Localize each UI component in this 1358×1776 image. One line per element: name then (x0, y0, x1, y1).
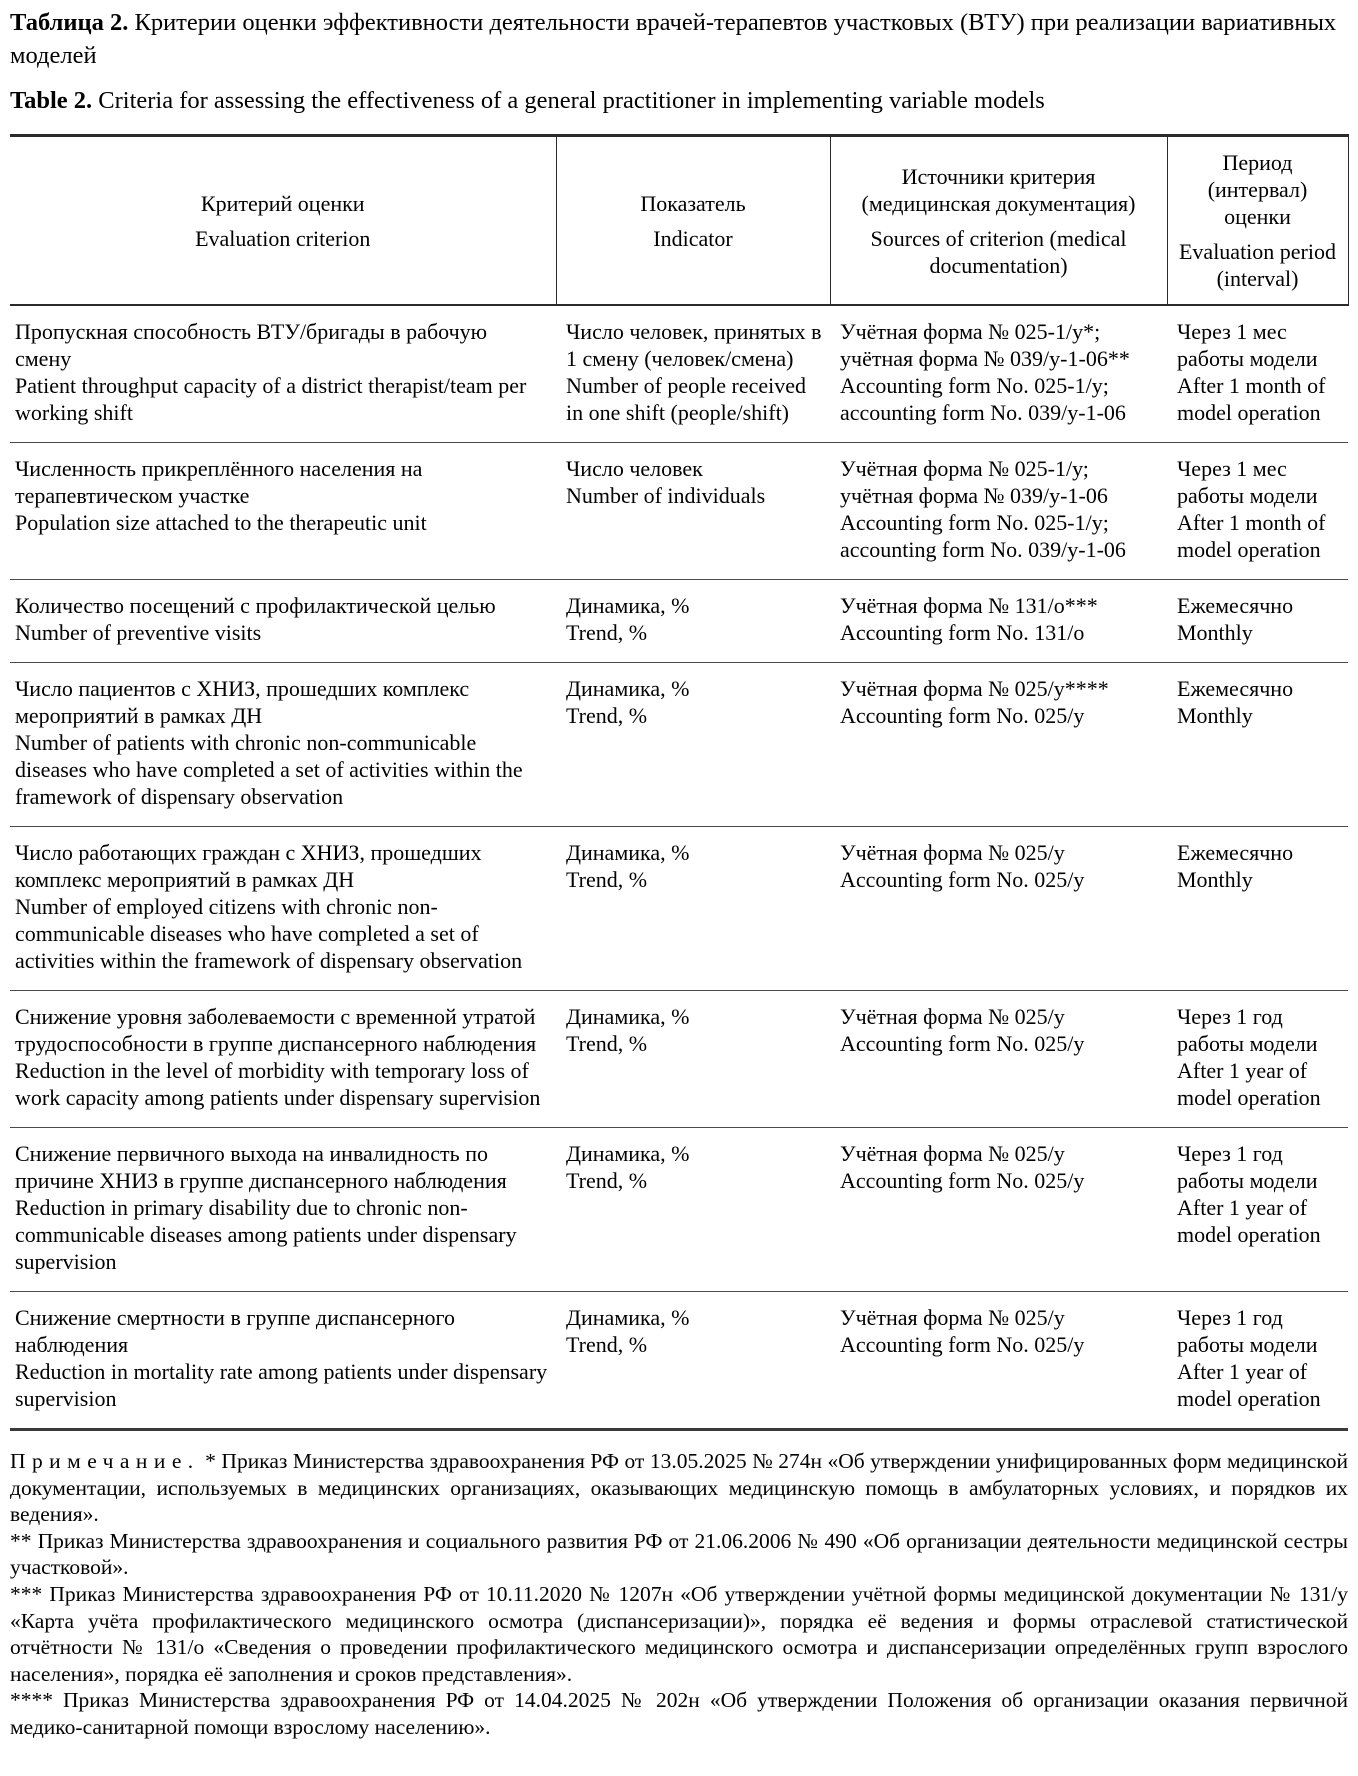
cell-source (830, 663, 1167, 827)
table-caption-ru-text: Критерии оценки эффективности деятельности врачей-терапевтов участковых (ВТУ) при реализации вариативных моделей (10, 9, 1337, 69)
source-ru: Учётная форма № 025/у**** (840, 676, 1109, 701)
indicator-en: Trend, % (566, 1031, 648, 1056)
cell-source (830, 991, 1167, 1128)
column-header-criterion-ru: Критерий оценки (200, 190, 365, 216)
indicator-en: Number of individuals (566, 483, 766, 508)
period-en: Monthly (1177, 620, 1253, 645)
footnote-3-text: Приказ Министерства здравоохранения РФ от 10.11.2020 № 1207н «Об утверждении учётной формы медицинской документации № 131/у «Карта учёта профилактического медицинского осмотра (диспансеризации)», порядка её ведения и формы отраслевой статистической отчётности № 131/о «Сведения о проведении профилактического медицинского осмотра и диспансеризации определённых групп взрослого населения», порядка её заполнения и сроков представления». (10, 1581, 1349, 1686)
table-row (10, 443, 1348, 580)
table-row (10, 305, 1348, 443)
source-ru: Учётная форма № 025/у (840, 1004, 1065, 1029)
column-header-indicator-en: Indicator (653, 225, 733, 251)
indicator-ru: Динамика, % (566, 1004, 690, 1029)
column-header-period-ru: Период (интервал) оценки (1207, 150, 1308, 229)
cell-criterion (10, 991, 556, 1128)
criterion-en: Number of preventive visits (15, 620, 262, 645)
criterion-ru: Снижение первичного выхода на инвалидность по причине ХНИЗ в группе диспансерного наблюдения (15, 1141, 507, 1193)
criterion-en: Number of employed citizens with chronic non-communicable diseases who have completed a set of activities within the framework of dispensary observation (15, 894, 523, 973)
cell-indicator (556, 827, 830, 991)
cell-criterion (10, 305, 556, 443)
criterion-en: Number of patients with chronic non-communicable diseases who have completed a set of activities within the framework of dispensary observation (15, 730, 523, 809)
column-header-indicator-ru: Показатель (640, 190, 746, 216)
criterion-ru: Количество посещений с профилактической целью (15, 593, 496, 618)
cell-period (1167, 827, 1348, 991)
source-ru: Учётная форма № 025/у (840, 840, 1065, 865)
period-en: After 1 year of model operation (1177, 1359, 1321, 1411)
indicator-en: Trend, % (566, 1168, 648, 1193)
cell-period (1167, 443, 1348, 580)
footnote-4-marker: **** (10, 1688, 53, 1713)
period-ru: Ежемесячно (1177, 593, 1294, 618)
cell-source (830, 443, 1167, 580)
period-ru: Через 1 год работы модели (1177, 1305, 1318, 1357)
indicator-en: Trend, % (566, 1332, 648, 1357)
footnote-1-text: Приказ Министерства здравоохранения РФ от 13.05.2025 № 274н «Об утверждении унифицированных форм медицинской документации, используемых в медицинских организациях, оказывающих медицинскую помощь в амбулаторных условиях, и порядков их ведения». (10, 1449, 1349, 1527)
criterion-en: Reduction in primary disability due to chronic non-communicable diseases among patients under dispensary supervision (15, 1195, 517, 1274)
cell-source (830, 1128, 1167, 1292)
source-ru: Учётная форма № 025-1/у; учётная форма № 039/у-1-06 (840, 456, 1108, 508)
column-header-sources-ru: Источники критерия (медицинская документация) (861, 163, 1136, 216)
source-en: Accounting form No. 025/y (840, 703, 1085, 728)
footnote-2 (10, 1528, 1348, 1581)
column-header-criterion (10, 136, 556, 306)
source-en: Accounting form No. 025/y (840, 1031, 1085, 1056)
cell-period (1167, 663, 1348, 827)
cell-indicator (556, 1292, 830, 1430)
cell-period (1167, 580, 1348, 663)
criteria-table (10, 134, 1349, 1431)
indicator-ru: Динамика, % (566, 1305, 690, 1330)
period-en: Monthly (1177, 703, 1253, 728)
table-caption-ru-label: Таблица 2. (10, 9, 129, 36)
column-header-period-en: Evaluation period (interval) (1178, 239, 1336, 291)
period-en: After 1 year of model operation (1177, 1058, 1321, 1110)
footnotes (10, 1448, 1348, 1741)
criterion-en: Population size attached to the therapeutic unit (15, 510, 427, 535)
column-header-period (1167, 136, 1348, 306)
column-header-sources-en: Sources of criterion (medical documentation) (870, 225, 1127, 278)
footnote-1-marker: * (205, 1449, 216, 1473)
cell-criterion (10, 827, 556, 991)
cell-period (1167, 1292, 1348, 1430)
period-en: After 1 month of model operation (1177, 510, 1326, 562)
period-ru: Через 1 мес работы модели (1177, 319, 1318, 371)
table-caption-en-text: Criteria for assessing the effectiveness of a general practitioner in implementing variable models (92, 87, 1045, 114)
footnote-4-text: Приказ Министерства здравоохранения РФ от 14.04.2025 № 202н «Об утверждении Положения об организации оказания первичной медико-санитарной помощи взрослому населению». (10, 1688, 1348, 1739)
source-ru: Учётная форма № 025/у (840, 1141, 1065, 1166)
indicator-en: Trend, % (566, 620, 648, 645)
criterion-ru: Число работающих граждан с ХНИЗ, прошедших комплекс мероприятий в рамках ДН (15, 840, 482, 892)
cell-criterion (10, 580, 556, 663)
indicator-ru: Динамика, % (566, 840, 690, 865)
cell-criterion (10, 443, 556, 580)
cell-period (1167, 1128, 1348, 1292)
footnote-3-marker: *** (10, 1581, 43, 1606)
cell-source (830, 305, 1167, 443)
indicator-ru: Число человек, принятых в 1 смену (человек/смена) (566, 319, 822, 371)
cell-indicator (556, 663, 830, 827)
footnote-3 (10, 1581, 1348, 1687)
footnote-2-marker: ** (10, 1528, 32, 1553)
table-row (10, 580, 1348, 663)
source-en: Accounting form No. 025/y (840, 1168, 1085, 1193)
column-header-indicator (556, 136, 830, 306)
source-en: Accounting form No. 025-1/y; accounting form No. 039/y-1-06 (840, 510, 1126, 562)
cell-source (830, 1292, 1167, 1430)
table-row (10, 827, 1348, 991)
footnote-2-text: Приказ Министерства здравоохранения и социального развития РФ от 21.06.2006 № 490 «Об организации деятельности медицинской сестры участковой». (10, 1528, 1349, 1580)
period-ru: Ежемесячно (1177, 840, 1294, 865)
criterion-en: Reduction in mortality rate among patients under dispensary supervision (15, 1359, 548, 1411)
indicator-ru: Динамика, % (566, 1141, 690, 1166)
criterion-en: Patient throughput capacity of a district therapist/team per working shift (15, 373, 527, 425)
cell-period (1167, 991, 1348, 1128)
criterion-ru: Пропускная способность ВТУ/бригады в рабочую смену (15, 319, 488, 371)
table-row (10, 1292, 1348, 1430)
cell-source (830, 827, 1167, 991)
cell-indicator (556, 443, 830, 580)
table-caption-en-label: Table 2. (10, 87, 93, 114)
source-ru: Учётная форма № 025/у (840, 1305, 1065, 1330)
column-header-criterion-en: Evaluation criterion (195, 225, 371, 251)
indicator-ru: Динамика, % (566, 593, 690, 618)
criterion-ru: Снижение уровня заболеваемости с временной утратой трудоспособности в группе диспансерного наблюдения (15, 1004, 537, 1056)
cell-indicator (556, 305, 830, 443)
cell-criterion (10, 663, 556, 827)
period-en: After 1 month of model operation (1177, 373, 1326, 425)
period-en: After 1 year of model operation (1177, 1195, 1321, 1247)
header-row (10, 136, 1348, 306)
criterion-en: Reduction in the level of morbidity with temporary loss of work capacity among patients under dispensary supervision (15, 1058, 541, 1110)
indicator-en: Trend, % (566, 703, 648, 728)
period-ru: Через 1 год работы модели (1177, 1141, 1318, 1193)
criterion-ru: Снижение смертности в группе диспансерного наблюдения (15, 1305, 455, 1357)
table-caption-en (10, 84, 1348, 117)
cell-criterion (10, 1292, 556, 1430)
source-en: Accounting form No. 025-1/y; accounting form No. 039/y-1-06 (840, 373, 1126, 425)
cell-indicator (556, 991, 830, 1128)
indicator-ru: Динамика, % (566, 676, 690, 701)
table-caption-ru (10, 6, 1348, 72)
table-row (10, 663, 1348, 827)
cell-indicator (556, 580, 830, 663)
footnote-label: Примечание. (10, 1449, 200, 1473)
cell-indicator (556, 1128, 830, 1292)
cell-criterion (10, 1128, 556, 1292)
period-ru: Через 1 мес работы модели (1177, 456, 1318, 508)
period-ru: Через 1 год работы модели (1177, 1004, 1318, 1056)
period-en: Monthly (1177, 867, 1253, 892)
table-row (10, 991, 1348, 1128)
source-en: Accounting form No. 025/y (840, 867, 1085, 892)
footnote-1 (10, 1448, 1348, 1528)
period-ru: Ежемесячно (1177, 676, 1294, 701)
indicator-ru: Число человек (566, 456, 703, 481)
column-header-sources (830, 136, 1167, 306)
source-ru: Учётная форма № 131/о*** (840, 593, 1098, 618)
footnote-4 (10, 1687, 1348, 1740)
criterion-ru: Число пациентов с ХНИЗ, прошедших комплекс мероприятий в рамках ДН (15, 676, 470, 728)
cell-period (1167, 305, 1348, 443)
indicator-en: Trend, % (566, 867, 648, 892)
cell-source (830, 580, 1167, 663)
table-row (10, 1128, 1348, 1292)
indicator-en: Number of people received in one shift (people/shift) (566, 373, 807, 425)
source-ru: Учётная форма № 025-1/у*; учётная форма № 039/у-1-06** (840, 319, 1130, 371)
source-en: Accounting form No. 131/o (840, 620, 1085, 645)
criterion-ru: Численность прикреплённого населения на терапевтическом участке (15, 456, 423, 508)
source-en: Accounting form No. 025/y (840, 1332, 1085, 1357)
